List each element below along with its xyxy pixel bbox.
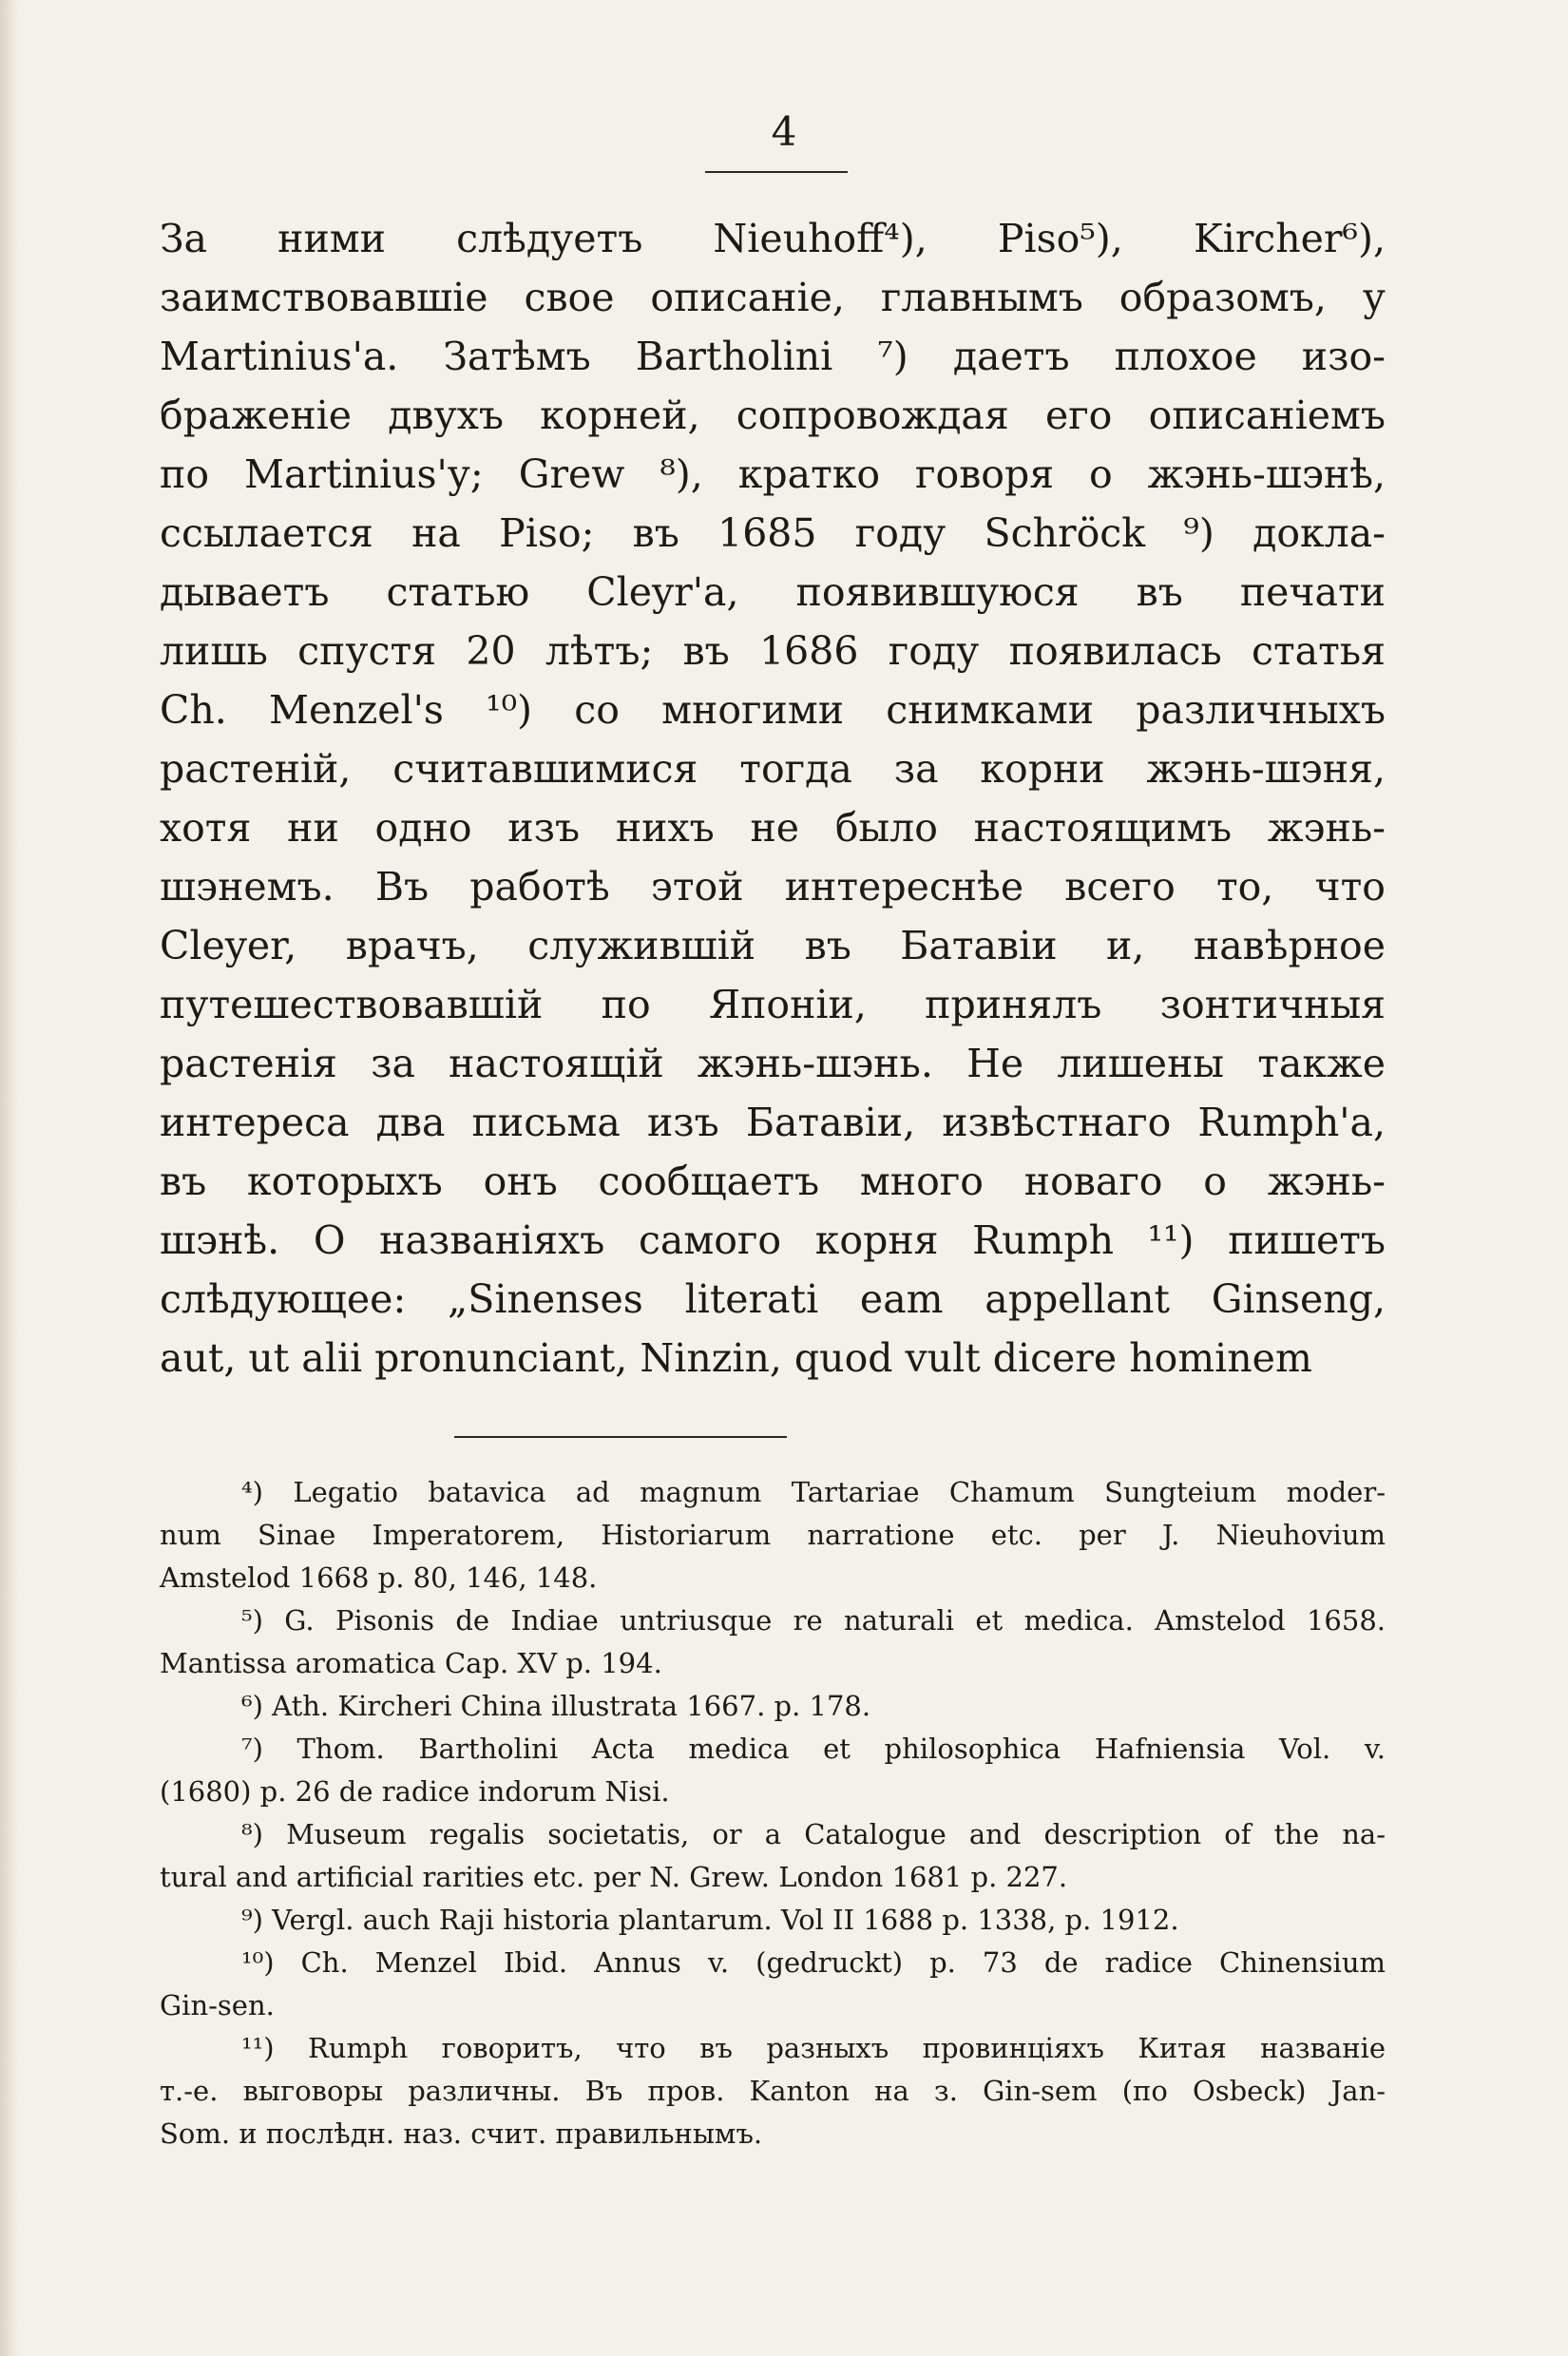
footnote-separator	[454, 1436, 787, 1438]
footnote-line: num Sinae Imperatorem, Historiarum narratione etc. per J. Nieuhovium	[160, 1519, 1386, 1551]
footnote-line: ⁴) Legatio batavica ad magnum Tartariae Chamum Sungteium moder-	[241, 1476, 1386, 1508]
footnote-line: ⁷) Thom. Bartholini Acta medica et philosophica Hafniensia Vol. v.	[241, 1733, 1386, 1765]
footnote-4	[160, 1471, 1386, 1599]
main-text	[160, 209, 1386, 1388]
footnote-line: ⁹) Vergl. auch Raji historia plantarum. Vol II 1688 p. 1338, p. 1912.	[241, 1904, 1179, 1936]
text-line: заимствовавшіе свое описаніе, главнымъ образомъ, у	[160, 275, 1386, 320]
page-number-rule	[705, 171, 848, 173]
page-number: 4	[771, 108, 797, 155]
text-line: по Martinius'у; Grew ⁸), кратко говоря о жэнь-шэнѣ,	[160, 451, 1386, 497]
text-line: браженіе двухъ корней, сопровождая его описаніемъ	[160, 393, 1386, 438]
footnote-6	[160, 1685, 1386, 1728]
text-line: шэнѣ. О названіяхъ самого корня Rumph ¹¹) пишетъ	[160, 1217, 1386, 1263]
text-line: растенія за настоящій жэнь-шэнь. Не лишены также	[160, 1041, 1386, 1086]
footnote-line: ¹¹) Rumph говоритъ, что въ разныхъ провинціяхъ Китая названіе	[241, 2032, 1386, 2064]
footnote-line: Som. и послѣдн. наз. счит. правильнымъ.	[160, 2117, 763, 2150]
footnote-5	[160, 1599, 1386, 1685]
footnote-line: ⁸) Museum regalis societatis, or a Catalogue and description of the na-	[241, 1818, 1386, 1850]
text-line: въ которыхъ онъ сообщаетъ много новаго о жэнь-	[160, 1159, 1386, 1204]
text-line: За ними слѣдуетъ Nieuhoff⁴), Piso⁵), Kircher⁶),	[160, 216, 1386, 261]
text-line: лишь спустя 20 лѣтъ; въ 1686 году появилась статья	[160, 628, 1386, 674]
text-line: ссылается на Piso; въ 1685 году Schröck ⁹) доклa-	[160, 510, 1386, 556]
text-line: aut, ut alii pronunciant, Ninzin, quod vult dicere hominem	[160, 1335, 1312, 1381]
text-line: Martinius'а. Затѣмъ Bartholini ⁷) даетъ плохое изо-	[160, 334, 1386, 379]
text-line: растеній, считавшимися тогда за корни жэнь-шэня,	[160, 746, 1386, 792]
footnotes	[160, 1471, 1386, 2155]
footnote-line: tural and artificial rarities etc. per N. Grew. London 1681 p. 227.	[160, 1861, 1068, 1893]
footnote-line: Amstelod 1668 p. 80, 146, 148.	[160, 1561, 598, 1594]
footnote-9	[160, 1899, 1386, 1942]
text-line: дываетъ статью Cleyr'а, появившуюся въ печати	[160, 569, 1386, 615]
text-line: слѣдующее: „Sinenses literati eam appellant Ginseng,	[160, 1276, 1386, 1322]
text-line: шэнемъ. Въ работѣ этой интереснѣе всего то, что	[160, 864, 1386, 910]
footnote-line: ¹⁰) Ch. Menzel Ibid. Annus v. (gedruckt) p. 73 de radice Chinensium	[241, 1946, 1386, 1979]
text-line: путешествовавшій по Японіи, принялъ зонтичныя	[160, 982, 1386, 1027]
text-line: Cleyer, врачъ, служившій въ Батавіи и, навѣрное	[160, 923, 1386, 968]
text-line: интереса два письма изъ Батавіи, извѣстнаго Rumph'а,	[160, 1100, 1386, 1145]
page-edge-shadow	[0, 0, 21, 2356]
text-line: хотя ни одно изъ нихъ не было настоящимъ жэнь-	[160, 805, 1386, 851]
footnote-8	[160, 1813, 1386, 1899]
footnote-line: (1680) p. 26 de radice indorum Nisi.	[160, 1775, 670, 1808]
footnote-line: т.-е. выговоры различны. Въ пров. Kanton на з. Gin-sem (по Osbeck) Jan-	[160, 2075, 1386, 2107]
footnote-line: ⁶) Ath. Kircheri China illustrata 1667. p. 178.	[241, 1690, 871, 1722]
footnote-7	[160, 1728, 1386, 1813]
footnote-10	[160, 1942, 1386, 2027]
footnote-line: Gin-sen.	[160, 1989, 275, 2021]
footnote-11	[160, 2027, 1386, 2155]
text-line: Ch. Menzel's ¹⁰) со многими снимками различныхъ	[160, 687, 1386, 733]
footnote-line: Mantissa aromatica Cap. XV p. 194.	[160, 1647, 662, 1679]
footnote-line: ⁵) G. Pisonis de Indiae untriusque re naturali et medica. Amstelod 1658.	[241, 1604, 1386, 1637]
